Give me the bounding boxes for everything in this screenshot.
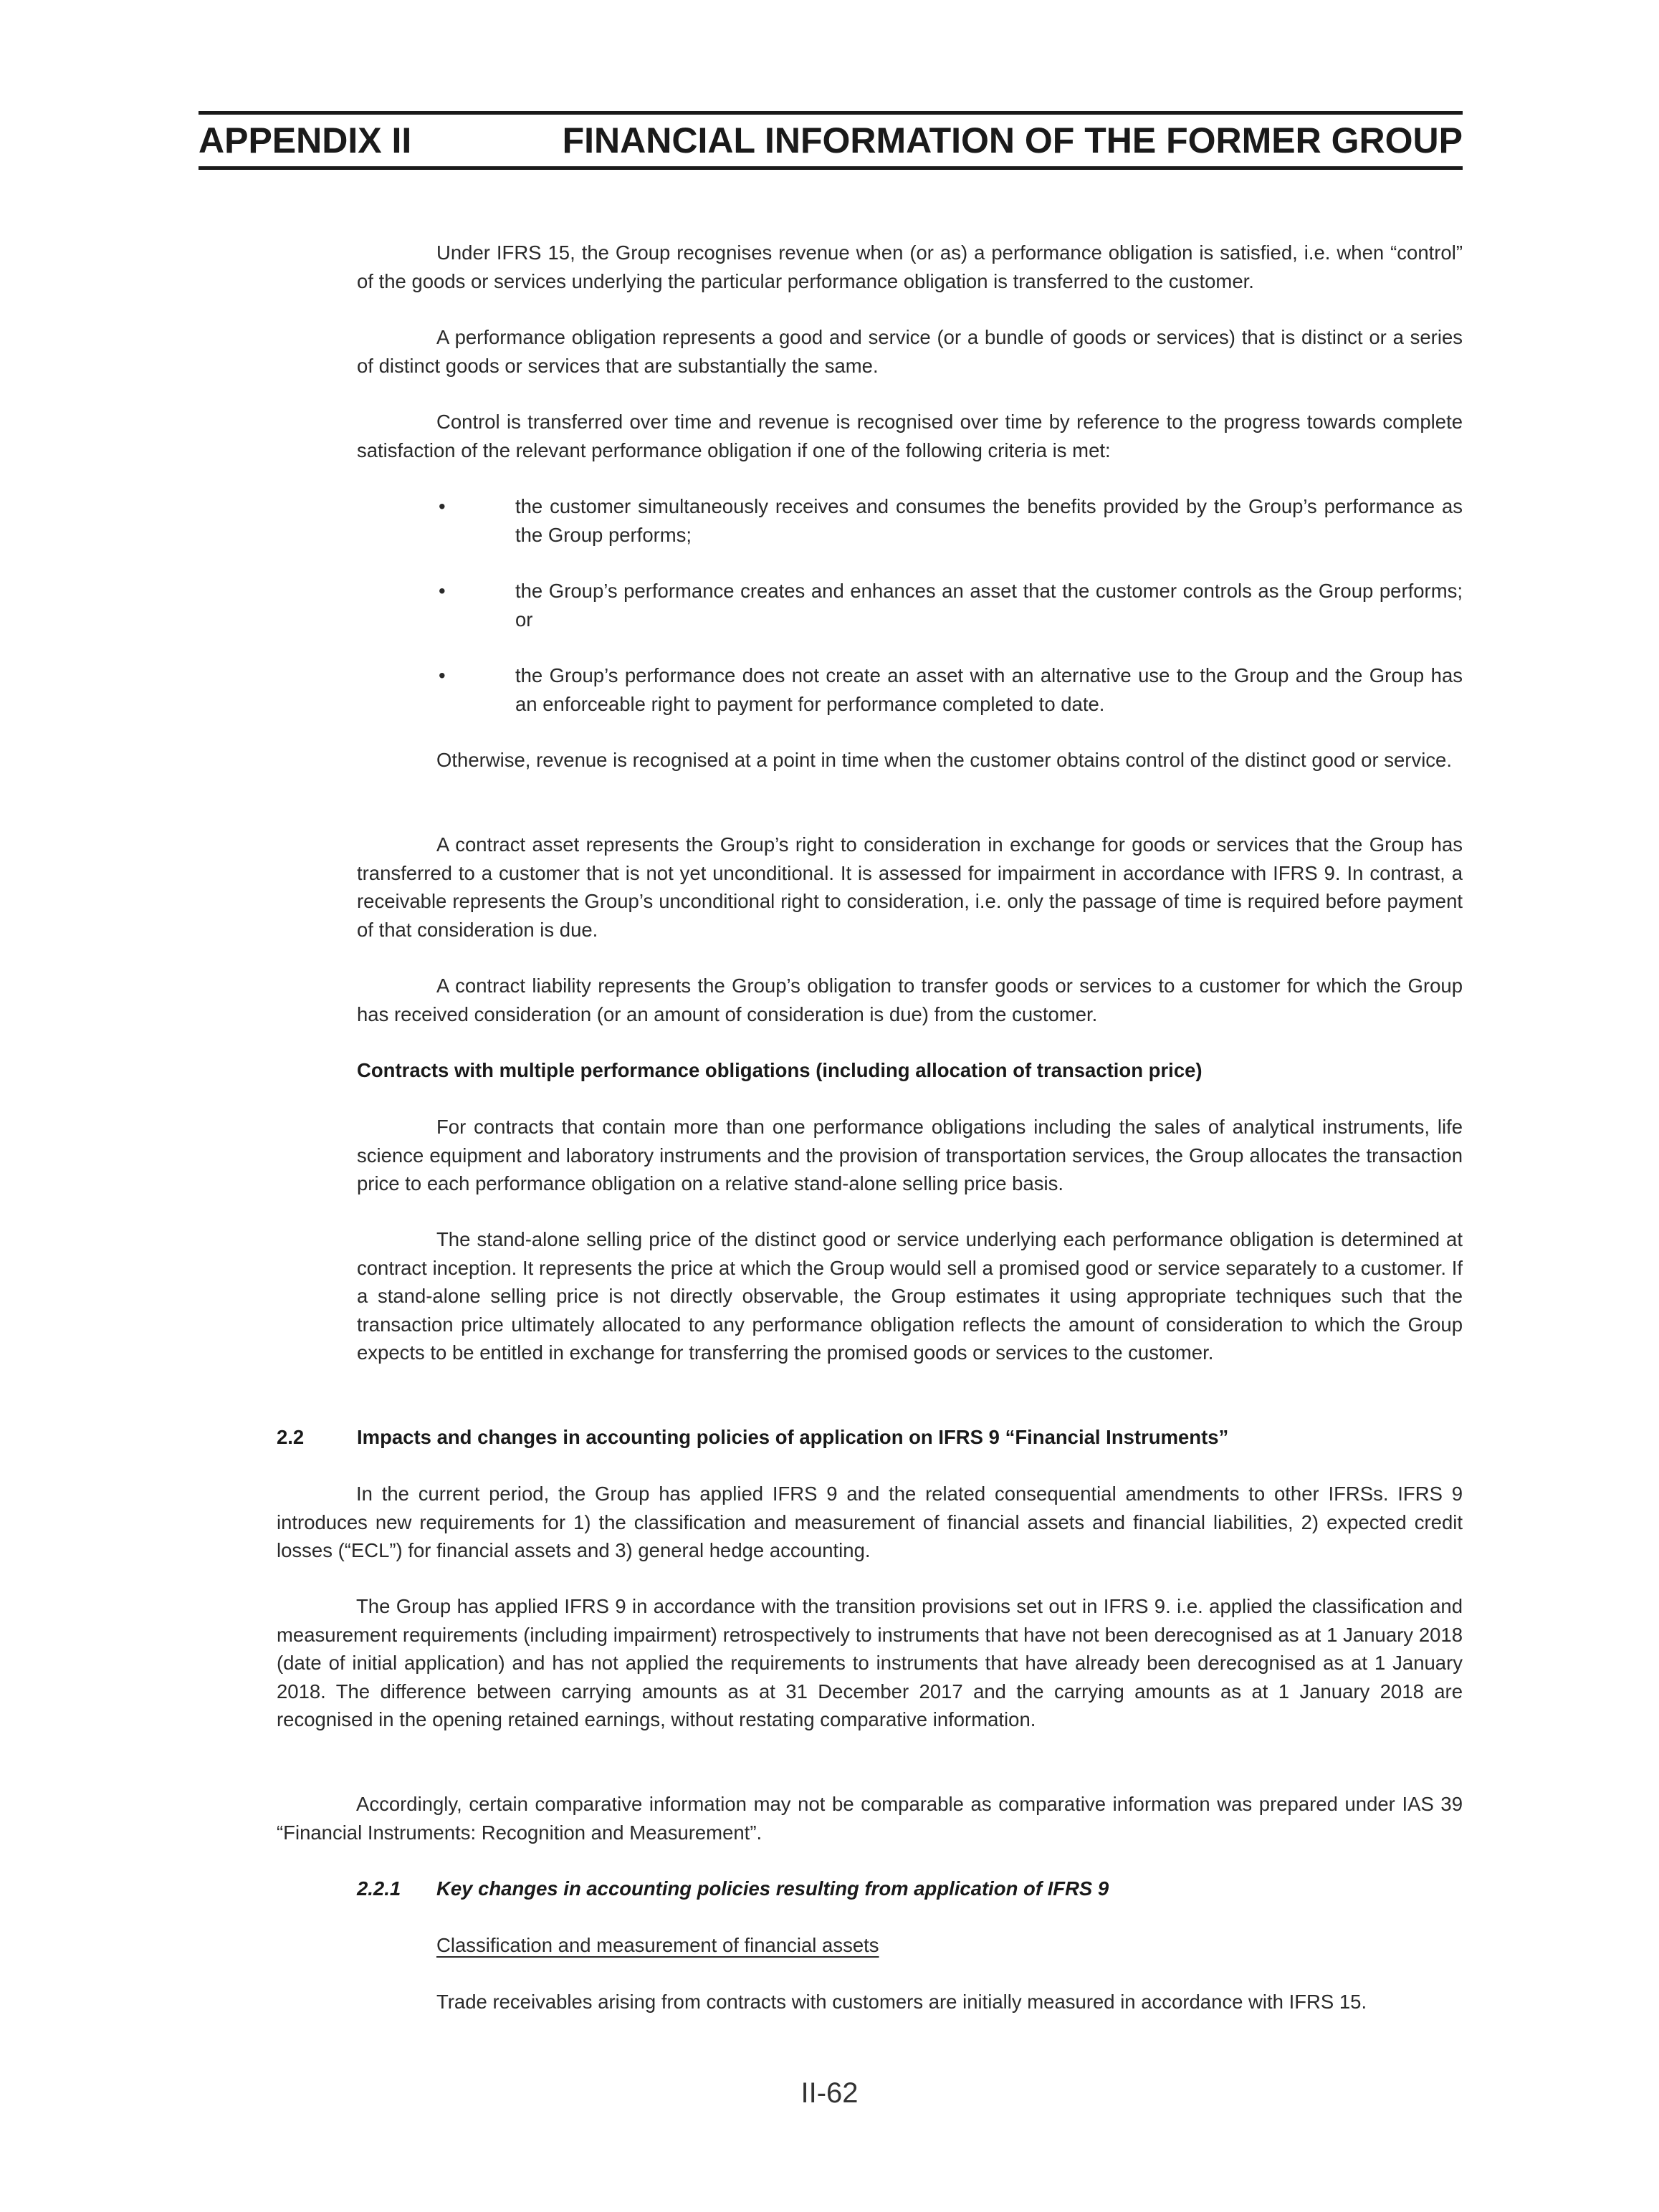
subsection-title: Key changes in accounting policies resulting from application of IFRS 9	[436, 1877, 1109, 1900]
paragraph-allocation: For contracts that contain more than one performance obligations including the sales of analytical instruments, life science equipment and laboratory instruments and the provision of transportation services, the Group allocates the transaction price to each performance obligation on a relative stand-alone selling price basis.	[357, 1116, 1463, 1194]
subsection-number: 2.2.1	[357, 1877, 401, 1900]
header-top-rule	[199, 111, 1463, 115]
bullet-marker: •	[439, 495, 446, 517]
section-title: Impacts and changes in accounting policies of application on IFRS 9 “Financial Instruments”	[357, 1426, 1229, 1448]
bullet-item-2: the Group’s performance creates and enhances an asset that the customer controls as the Group performs; or	[515, 580, 1463, 631]
bullet-marker: •	[439, 664, 446, 686]
bullet-item-1: the customer simultaneously receives and consumes the benefits provided by the Group’s performance as the Group performs;	[515, 495, 1463, 546]
page-header-title: FINANCIAL INFORMATION OF THE FORMER GROUP	[562, 120, 1463, 161]
paragraph-contract-asset: A contract asset represents the Group’s right to consideration in exchange for goods or services that the Group has transferred to a customer that is not yet unconditional. It is assessed for impairment in accordance with IFRS 9. In contrast, a receivable represents the Group’s unconditional right to consideration, i.e. only the passage of time is required before payment of that consideration is due.	[357, 833, 1463, 941]
bullet-item-3: the Group’s performance does not create an asset with an alternative use to the Group and the Group has an enforceable right to payment for performance completed to date.	[515, 664, 1463, 715]
paragraph-trade-receivables: Trade receivables arising from contracts with customers are initially measured in accordance with IFRS 15.	[436, 1991, 1367, 2013]
paragraph-ifrs9-applied: In the current period, the Group has applied IFRS 9 and the related consequential amendments to other IFRSs. IFRS 9 introduces new requirements for 1) the classification and measurement of financial assets and financial liabilities, 2) expected credit losses (“ECL”) for financial assets and 3) general hedge accounting.	[277, 1483, 1463, 1561]
heading-multiple-obligations: Contracts with multiple performance obligations (including allocation of transaction price)	[357, 1059, 1203, 1081]
header-bottom-rule	[199, 166, 1463, 170]
underlined-heading: Classification and measurement of financial assets	[436, 1934, 879, 1956]
page-number: II-62	[800, 2077, 859, 2109]
paragraph-transition-provisions: The Group has applied IFRS 9 in accordance with the transition provisions set out in IFRS 9. i.e. applied the classification and measurement requirements (including impairment) retrospectively to instruments that have not been derecognised as at 1 January 2018 (date of initial application) and has not applied the requirements to instruments that have already been derecognised as at 1 January 2018. The difference between carrying amounts as at 31 December 2017 and the carrying amounts as at 1 January 2018 are recognised in the opening retained earnings, without restating comparative information.	[277, 1595, 1463, 1730]
section-number: 2.2	[277, 1426, 305, 1448]
paragraph-point-in-time: Otherwise, revenue is recognised at a point in time when the customer obtains control of the distinct good or service.	[436, 749, 1452, 771]
paragraph-comparative-info: Accordingly, certain comparative information may not be comparable as comparative information was prepared under IAS 39 “Financial Instruments: Recognition and Measurement”.	[277, 1793, 1463, 1844]
paragraph-stand-alone-price: The stand-alone selling price of the distinct good or service underlying each performance obligation is determined at contract inception. It represents the price at which the Group would sell a promised good or service separately to a customer. If a stand-alone selling price is not directly observable, the Group estimates it using appropriate techniques such that the transaction price ultimately allocated to any performance obligation reflects the amount of consideration to which the Group expects to be entitled in exchange for transferring the promised goods or services to the customer.	[357, 1228, 1463, 1364]
appendix-label: APPENDIX II	[199, 120, 412, 161]
bullet-marker: •	[439, 580, 446, 602]
paragraph-control-transfer: Control is transferred over time and revenue is recognised over time by reference to the progress towards complete satisfaction of the relevant performance obligation if one of the following criteria is met:	[357, 411, 1463, 461]
paragraph-revenue-recognition: Under IFRS 15, the Group recognises revenue when (or as) a performance obligation is satisfied, i.e. when “control” of the goods or services underlying the particular performance obligation is transferred to the customer.	[357, 241, 1463, 292]
paragraph-performance-obligation: A performance obligation represents a good and service (or a bundle of goods or services) that is distinct or a series of distinct goods or services that are substantially the same.	[357, 326, 1463, 377]
paragraph-contract-liability: A contract liability represents the Group’s obligation to transfer goods or services to a customer for which the Group has received consideration (or an amount of consideration is due) from the customer.	[357, 975, 1463, 1025]
